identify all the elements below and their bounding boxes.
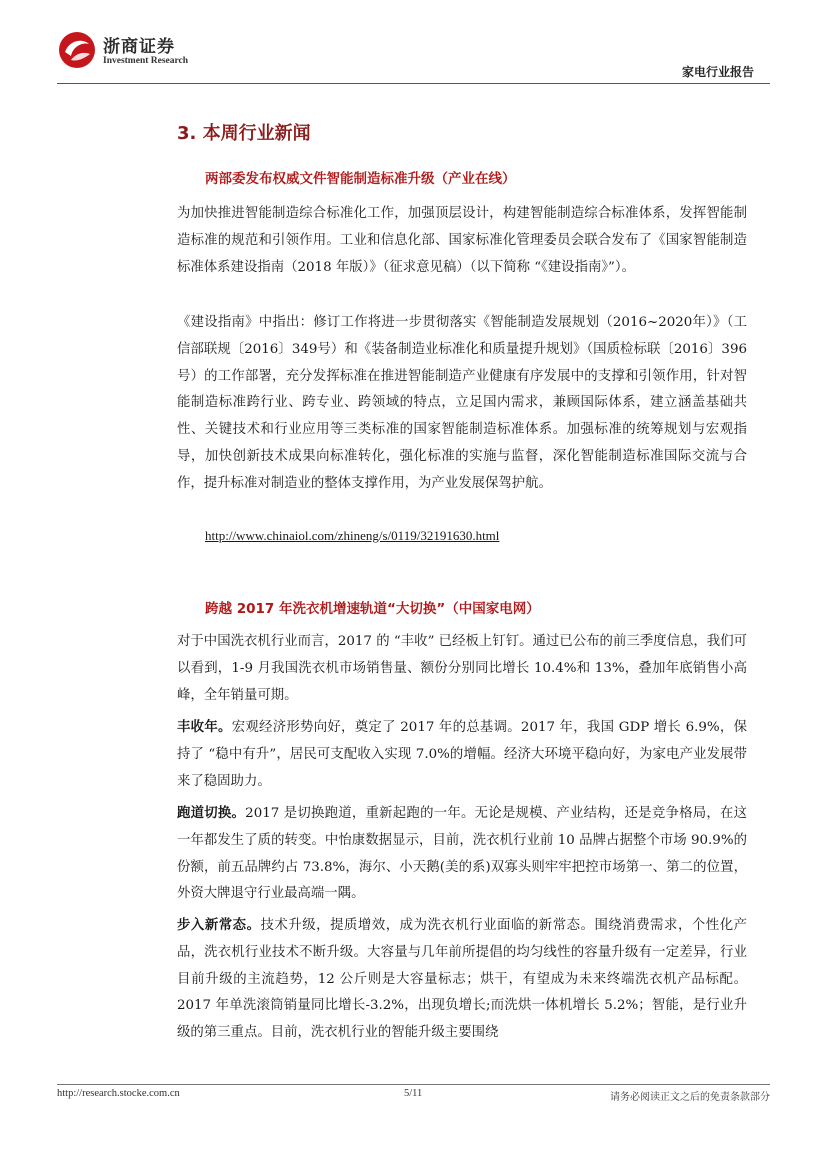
news-2-paragraph-2: [177, 714, 747, 795]
company-name: 浙商证券: [103, 37, 175, 57]
paragraph-text: 宏观经济形势向好，奠定了 2017 年的总基调。2017 年，我国 GDP 增长 6.9%，保持了 “稳中有升”，居民可支配收入实现 7.0%的增幅。经济大环境平稳向好，为家电产业发展带来了稳固助力。: [177, 720, 747, 789]
news-title-1: 两部委发布权威文件智能制造标准升级（产业在线）: [205, 171, 516, 187]
paragraph-lead: 步入新常态。: [177, 917, 261, 933]
report-type-label: 家电行业报告: [681, 65, 754, 79]
paragraph-lead: 丰收年。: [177, 719, 232, 735]
news-2-paragraph-3: [177, 800, 747, 908]
section-title: 3. 本周行业新闻: [177, 123, 311, 144]
news-1-paragraph-2: 《建设指南》中指出：修订工作将进一步贯彻落实《智能制造发展规划（2016~2020年）》（工信部联规〔2016〕349号）和《装备制造业标准化和质量提升规划》（国质检标联〔2016〕396号）的工作部署，充分发挥标准在推进智能制造产业健康有序发展中的支撑和引领作用，针对智能制造标准跨行业、跨专业、跨领域的特点，立足国内需求，兼顾国际体系，建立涵盖基础共性、关键技术和行业应用等三类标准的国家智能制造标准体系。加强标准的统筹规划与宏观指导，加快创新技术成果向标准转化，强化标准的实施与监督，深化智能制造标准国际交流与合作，提升标准对制造业的整体支撑作用，为产业发展保驾护航。: [177, 315, 747, 491]
company-logo-icon: [57, 30, 97, 70]
paragraph-text: 技术升级，提质增效，成为洗衣机行业面临的新常态。围绕消费需求，个性化产品，洗衣机行业技术不断升级。大容量与几年前所提倡的均匀线性的容量升级有一定差异，行业目前升级的主流趋势，12 公斤则是大容量标志；烘干，有望成为未来终端洗衣机产品标配。2017 年单洗滚筒销量同比增长-3.2%，出现负增长;而洗烘一体机增长 5.2%；智能，是行业升级的第三重点。目前，洗衣机行业的智能升级主要围绕: [177, 918, 748, 1041]
company-logo: [57, 26, 189, 76]
footer-url[interactable]: http://research.stocke.com.cn: [57, 1088, 180, 1099]
footer-divider: [57, 1084, 770, 1085]
company-subtitle: Investment Research: [103, 56, 189, 66]
news-2-paragraph-1: [177, 628, 747, 709]
news-1-paragraph-1: 为加快推进智能制造综合标准化工作，加强顶层设计，构建智能制造综合标准体系，发挥智能制造标准的规范和引领作用。工业和信息化部、国家标准化管理委员会联合发布了《国家智能制造标准体系建设指南（2018 年版）》（征求意见稿）（以下简称 “《建设指南》”）。: [177, 206, 747, 275]
paragraph-text: 2017 是切换跑道，重新起跑的一年。无论是规模、产业结构，还是竞争格局，在这一年都发生了质的转变。中怡康数据显示，目前，洗衣机行业前 10 品牌占据整个市场 90.9%的份额，前五品牌约占 73.8%，海尔、小天鹅(美的系)双寡头则牢牢把控市场第一、第二的位置，外资大牌退守行业最高端一隅。: [177, 806, 747, 902]
news-1-source-link[interactable]: http://www.chinaiol.com/zhineng/s/0119/32191630.html: [205, 528, 500, 543]
page-number: 5/11: [404, 1088, 423, 1099]
header-divider: [57, 83, 770, 84]
footer-disclaimer: 请务必阅读正文之后的免责条款部分: [610, 1092, 770, 1103]
paragraph-lead: 跑道切换。: [177, 805, 246, 821]
news-title-2: 跨越 2017 年洗衣机增速轨道“大切换”（中国家电网）: [205, 601, 540, 617]
news-2-paragraph-4: [177, 912, 747, 1047]
paragraph-text: 对于中国洗衣机行业而言，2017 的 “丰收” 已经板上钉钉。通过已公布的前三季度信息，我们可以看到，1-9 月我国洗衣机市场销售量、额份分别同比增长 10.4%和 13%，叠加年底销售小高峰，全年销量可期。: [177, 634, 747, 703]
